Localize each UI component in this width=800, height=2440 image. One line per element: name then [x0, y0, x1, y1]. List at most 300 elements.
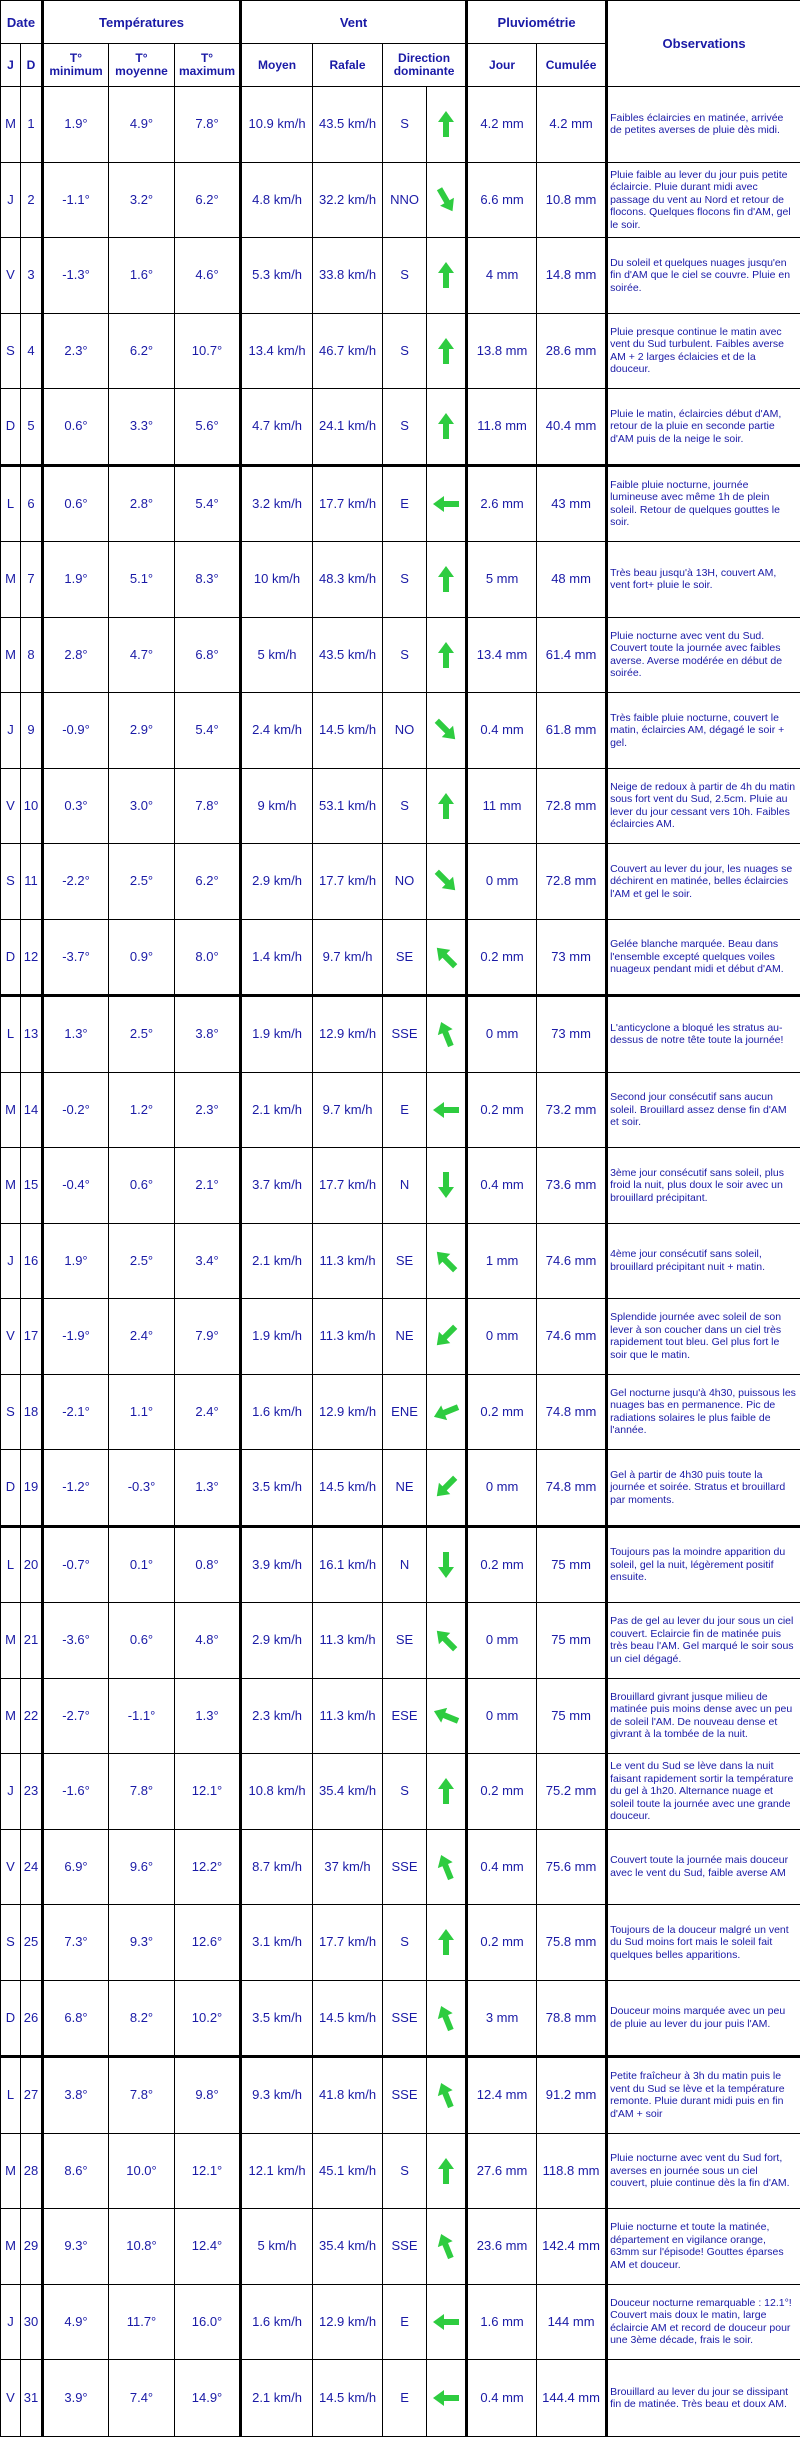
wind-arrow-cell: [427, 1754, 467, 1830]
temp-avg-cell: 8.2°: [109, 1980, 175, 2057]
temp-max-cell: 1.3°: [175, 1450, 241, 1527]
rain-day-cell: 0.4 mm: [467, 1829, 537, 1905]
wind-arrow-icon: [431, 1397, 461, 1427]
day-letter-cell: M: [1, 617, 21, 693]
wind-direction-cell: NNO: [383, 162, 427, 238]
temp-min-cell: -1.2°: [43, 1450, 109, 1527]
table-row: [1, 617, 800, 693]
temp-min-cell: 8.6°: [43, 2133, 109, 2209]
wind-arrow-icon: [431, 715, 461, 745]
wind-direction-cell: S: [383, 542, 427, 618]
rain-cumulative-cell: 28.6 mm: [537, 313, 607, 389]
rain-day-cell: 2.6 mm: [467, 465, 537, 542]
temp-max-cell: 6.2°: [175, 162, 241, 238]
temp-min-cell: 1.9°: [43, 542, 109, 618]
rain-cumulative-cell: 74.6 mm: [537, 1223, 607, 1299]
temp-avg-cell: 7.8°: [109, 2057, 175, 2134]
temp-min-cell: 4.9°: [43, 2284, 109, 2360]
table-row: [1, 2057, 800, 2134]
wind-arrow-icon: [431, 2003, 461, 2033]
wind-gust-cell: 37 km/h: [313, 1829, 383, 1905]
wind-gust-cell: 17.7 km/h: [313, 465, 383, 542]
rain-cumulative-cell: 10.8 mm: [537, 162, 607, 238]
wind-direction-cell: NE: [383, 1299, 427, 1375]
day-letter-cell: S: [1, 1374, 21, 1450]
header-t-moy-symbol: T°: [135, 51, 148, 65]
rain-cumulative-cell: 40.4 mm: [537, 389, 607, 466]
rain-cumulative-cell: 73.6 mm: [537, 1148, 607, 1224]
wind-gust-cell: 45.1 km/h: [313, 2133, 383, 2209]
table-row: [1, 2360, 800, 2437]
rain-day-cell: 27.6 mm: [467, 2133, 537, 2209]
temp-avg-cell: 3.3°: [109, 389, 175, 466]
rain-day-cell: 0 mm: [467, 996, 537, 1073]
header-pluviometrie: Pluviométrie: [467, 1, 607, 44]
table-row: [1, 844, 800, 920]
observation-cell: Splendide journée avec soleil de son lever à son coucher dans un ciel très rapidement tout bleu. Gel plus fort le soir que le matin.: [607, 1299, 800, 1375]
wind-arrow-cell: [427, 2284, 467, 2360]
temp-min-cell: -1.9°: [43, 1299, 109, 1375]
rain-day-cell: 0.2 mm: [467, 1905, 537, 1981]
header-t-min-symbol: T°: [69, 51, 83, 65]
temp-avg-cell: 2.8°: [109, 465, 175, 542]
temp-max-cell: 12.1°: [175, 1754, 241, 1830]
wind-direction-cell: N: [383, 1526, 427, 1603]
wind-gust-cell: 16.1 km/h: [313, 1526, 383, 1603]
observation-cell: Du soleil et quelques nuages jusqu'en fin d'AM que le ciel se couvre. Pluie en soirée.: [607, 238, 800, 314]
table-row: [1, 1223, 800, 1299]
observation-cell: 4ème jour consécutif sans soleil, brouillard précipitant nuit + matin.: [607, 1223, 800, 1299]
wind-gust-cell: 32.2 km/h: [313, 162, 383, 238]
wind-arrow-cell: [427, 2057, 467, 2134]
wind-direction-cell: SE: [383, 1603, 427, 1679]
wind-arrow-cell: [427, 2133, 467, 2209]
rain-cumulative-cell: 4.2 mm: [537, 87, 607, 163]
wind-arrow-icon: [431, 2156, 461, 2186]
wind-arrow-cell: [427, 844, 467, 920]
rain-day-cell: 1 mm: [467, 1223, 537, 1299]
day-letter-cell: S: [1, 1905, 21, 1981]
rain-day-cell: 0.4 mm: [467, 2360, 537, 2437]
day-number-cell: 13: [21, 996, 43, 1073]
day-number-cell: 12: [21, 919, 43, 996]
day-letter-cell: M: [1, 87, 21, 163]
observation-cell: Gel à partir de 4h30 puis toute la journée et soirée. Stratus et brouillard par moments.: [607, 1450, 800, 1527]
rain-cumulative-cell: 75 mm: [537, 1603, 607, 1679]
temp-max-cell: 5.6°: [175, 389, 241, 466]
wind-arrow-icon: [431, 1701, 461, 1731]
observation-cell: Gelée blanche marquée. Beau dans l'ensemble excepté quelques voiles nuageux pendant midi et début d'AM.: [607, 919, 800, 996]
wind-arrow-cell: [427, 1905, 467, 1981]
wind-gust-cell: 35.4 km/h: [313, 2209, 383, 2285]
temp-max-cell: 16.0°: [175, 2284, 241, 2360]
temp-max-cell: 12.4°: [175, 2209, 241, 2285]
wind-arrow-cell: [427, 617, 467, 693]
rain-cumulative-cell: 75.6 mm: [537, 1829, 607, 1905]
table-row: [1, 1148, 800, 1224]
temp-max-cell: 7.8°: [175, 87, 241, 163]
day-letter-cell: V: [1, 2360, 21, 2437]
wind-avg-cell: 3.5 km/h: [241, 1450, 313, 1527]
day-number-cell: 25: [21, 1905, 43, 1981]
observation-cell: Pas de gel au lever du jour sous un ciel couvert. Eclaircie fin de matinée puis très beau l'AM. Gel marqué le soir sous un ciel dégagé.: [607, 1603, 800, 1679]
rain-day-cell: 0 mm: [467, 1299, 537, 1375]
day-letter-cell: J: [1, 2284, 21, 2360]
day-letter-cell: L: [1, 465, 21, 542]
temp-avg-cell: 9.6°: [109, 1829, 175, 1905]
temp-min-cell: -1.3°: [43, 238, 109, 314]
wind-avg-cell: 5 km/h: [241, 2209, 313, 2285]
rain-cumulative-cell: 75.2 mm: [537, 1754, 607, 1830]
observation-cell: Toujours de la douceur malgré un vent du Sud moins fort mais le soleil fait quelques belles apparitions.: [607, 1905, 800, 1981]
rain-day-cell: 13.4 mm: [467, 617, 537, 693]
temp-min-cell: -0.9°: [43, 693, 109, 769]
wind-direction-cell: N: [383, 1148, 427, 1224]
day-number-cell: 27: [21, 2057, 43, 2134]
wind-arrow-icon: [431, 260, 461, 290]
day-number-cell: 4: [21, 313, 43, 389]
temp-min-cell: 1.9°: [43, 87, 109, 163]
day-letter-cell: D: [1, 1980, 21, 2057]
rain-day-cell: 3 mm: [467, 1980, 537, 2057]
header-t-max: [175, 44, 241, 87]
table-row: [1, 1754, 800, 1830]
wind-arrow-cell: [427, 389, 467, 466]
wind-avg-cell: 2.1 km/h: [241, 2360, 313, 2437]
rain-cumulative-cell: 78.8 mm: [537, 1980, 607, 2057]
wind-avg-cell: 10.9 km/h: [241, 87, 313, 163]
day-number-cell: 7: [21, 542, 43, 618]
wind-direction-cell: S: [383, 238, 427, 314]
observation-cell: Très faible pluie nocturne, couvert le matin, éclaircies AM, dégagé le soir + gel.: [607, 693, 800, 769]
wind-avg-cell: 9 km/h: [241, 768, 313, 844]
wind-avg-cell: 8.7 km/h: [241, 1829, 313, 1905]
day-letter-cell: L: [1, 1526, 21, 1603]
wind-gust-cell: 46.7 km/h: [313, 313, 383, 389]
wind-arrow-icon: [431, 564, 461, 594]
rain-cumulative-cell: 118.8 mm: [537, 2133, 607, 2209]
wind-gust-cell: 35.4 km/h: [313, 1754, 383, 1830]
observation-cell: Pluie nocturne avec vent du Sud. Couvert toute la journée avec faibles averse. Averse modérée en début de soirée.: [607, 617, 800, 693]
day-letter-cell: S: [1, 313, 21, 389]
temp-min-cell: -2.2°: [43, 844, 109, 920]
day-number-cell: 24: [21, 1829, 43, 1905]
rain-day-cell: 0 mm: [467, 1450, 537, 1527]
rain-cumulative-cell: 74.8 mm: [537, 1450, 607, 1527]
wind-direction-cell: SSE: [383, 2057, 427, 2134]
day-number-cell: 28: [21, 2133, 43, 2209]
temp-min-cell: 9.3°: [43, 2209, 109, 2285]
wind-arrow-cell: [427, 1223, 467, 1299]
day-number-cell: 9: [21, 693, 43, 769]
wind-arrow-icon: [431, 1170, 461, 1200]
rain-cumulative-cell: 74.6 mm: [537, 1299, 607, 1375]
table-row: [1, 1526, 800, 1603]
table-row: [1, 1603, 800, 1679]
temp-avg-cell: 11.7°: [109, 2284, 175, 2360]
table-row: [1, 1374, 800, 1450]
wind-gust-cell: 33.8 km/h: [313, 238, 383, 314]
wind-arrow-cell: [427, 1072, 467, 1148]
day-letter-cell: J: [1, 162, 21, 238]
wind-avg-cell: 3.1 km/h: [241, 1905, 313, 1981]
day-number-cell: 26: [21, 1980, 43, 2057]
header-vent-moyen: Moyen: [241, 44, 313, 87]
temp-avg-cell: 4.9°: [109, 87, 175, 163]
wind-gust-cell: 14.5 km/h: [313, 2360, 383, 2437]
table-row: [1, 1072, 800, 1148]
wind-arrow-icon: [431, 2307, 461, 2337]
temp-max-cell: 4.8°: [175, 1603, 241, 1679]
rain-cumulative-cell: 74.8 mm: [537, 1374, 607, 1450]
day-number-cell: 10: [21, 768, 43, 844]
wind-gust-cell: 17.7 km/h: [313, 1148, 383, 1224]
day-number-cell: 3: [21, 238, 43, 314]
wind-arrow-icon: [431, 640, 461, 670]
temp-max-cell: 3.4°: [175, 1223, 241, 1299]
temp-avg-cell: 3.0°: [109, 768, 175, 844]
wind-avg-cell: 13.4 km/h: [241, 313, 313, 389]
day-number-cell: 23: [21, 1754, 43, 1830]
day-number-cell: 30: [21, 2284, 43, 2360]
wind-arrow-cell: [427, 1526, 467, 1603]
day-number-cell: 19: [21, 1450, 43, 1527]
observation-cell: Pluie faible au lever du jour puis petite éclaircie. Pluie durant midi avec passage du vent au Nord et retour de flocons. Quelques flocons fin d'AM, gel le soir.: [607, 162, 800, 238]
wind-arrow-cell: [427, 2360, 467, 2437]
wind-gust-cell: 43.5 km/h: [313, 87, 383, 163]
day-letter-cell: J: [1, 1754, 21, 1830]
temp-min-cell: 1.9°: [43, 1223, 109, 1299]
wind-arrow-icon: [431, 2080, 461, 2110]
temp-avg-cell: 7.4°: [109, 2360, 175, 2437]
header-direction-label-1: Direction: [398, 51, 451, 65]
header-observations: Observations: [607, 1, 800, 87]
temp-min-cell: -0.2°: [43, 1072, 109, 1148]
rain-cumulative-cell: 142.4 mm: [537, 2209, 607, 2285]
observation-cell: Faibles éclaircies en matinée, arrivée de petites averses de pluie dès midi.: [607, 87, 800, 163]
day-number-cell: 29: [21, 2209, 43, 2285]
temp-avg-cell: 0.6°: [109, 1148, 175, 1224]
wind-avg-cell: 2.4 km/h: [241, 693, 313, 769]
rain-cumulative-cell: 91.2 mm: [537, 2057, 607, 2134]
temp-min-cell: 6.9°: [43, 1829, 109, 1905]
rain-day-cell: 0 mm: [467, 844, 537, 920]
rain-day-cell: 0.4 mm: [467, 693, 537, 769]
table-row: [1, 1678, 800, 1754]
wind-arrow-icon: [431, 1927, 461, 1957]
wind-arrow-cell: [427, 238, 467, 314]
table-row: [1, 313, 800, 389]
wind-avg-cell: 1.6 km/h: [241, 2284, 313, 2360]
wind-avg-cell: 3.5 km/h: [241, 1980, 313, 2057]
table-row: [1, 2284, 800, 2360]
table-row: [1, 542, 800, 618]
observation-cell: Brouillard au lever du jour se dissipant fin de matinée. Très beau et doux AM.: [607, 2360, 800, 2437]
temp-min-cell: 6.8°: [43, 1980, 109, 2057]
wind-avg-cell: 9.3 km/h: [241, 2057, 313, 2134]
temp-min-cell: 7.3°: [43, 1905, 109, 1981]
wind-arrow-icon: [431, 1472, 461, 1502]
header-vent: Vent: [241, 1, 467, 44]
rain-cumulative-cell: 61.8 mm: [537, 693, 607, 769]
wind-gust-cell: 9.7 km/h: [313, 919, 383, 996]
rain-day-cell: 0.2 mm: [467, 919, 537, 996]
day-letter-cell: M: [1, 2209, 21, 2285]
wind-gust-cell: 24.1 km/h: [313, 389, 383, 466]
observation-cell: Pluie nocturne et toute la matinée, département en vigilance orange, 63mm sur l'épisode! Gouttes éparses AM et douceur.: [607, 2209, 800, 2285]
wind-arrow-icon: [431, 942, 461, 972]
header-t-min: [43, 44, 109, 87]
wind-gust-cell: 48.3 km/h: [313, 542, 383, 618]
temp-max-cell: 12.1°: [175, 2133, 241, 2209]
temp-max-cell: 3.8°: [175, 996, 241, 1073]
observation-cell: Couvert au lever du jour, les nuages se déchirent en matinée, belles éclaircies l'AM et gel le soir.: [607, 844, 800, 920]
wind-arrow-icon: [431, 866, 461, 896]
rain-day-cell: 0.2 mm: [467, 1072, 537, 1148]
rain-day-cell: 1.6 mm: [467, 2284, 537, 2360]
wind-arrow-cell: [427, 996, 467, 1073]
temp-avg-cell: 2.5°: [109, 844, 175, 920]
wind-gust-cell: 17.7 km/h: [313, 1905, 383, 1981]
temp-avg-cell: 4.7°: [109, 617, 175, 693]
rain-day-cell: 0 mm: [467, 1678, 537, 1754]
wind-arrow-cell: [427, 542, 467, 618]
wind-arrow-icon: [431, 791, 461, 821]
wind-gust-cell: 9.7 km/h: [313, 1072, 383, 1148]
wind-direction-cell: S: [383, 1754, 427, 1830]
table-row: [1, 1299, 800, 1375]
wind-direction-cell: SE: [383, 1223, 427, 1299]
observation-cell: Douceur moins marquée avec un peu de pluie au lever du jour puis l'AM.: [607, 1980, 800, 2057]
wind-avg-cell: 2.9 km/h: [241, 844, 313, 920]
table-row: [1, 996, 800, 1073]
rain-cumulative-cell: 144.4 mm: [537, 2360, 607, 2437]
wind-avg-cell: 12.1 km/h: [241, 2133, 313, 2209]
observation-cell: Douceur nocturne remarquable : 12.1°! Couvert mais doux le matin, large éclaircie AM et record de douceur pour une 3ème décade, frais le soir.: [607, 2284, 800, 2360]
wind-arrow-cell: [427, 1980, 467, 2057]
wind-avg-cell: 3.2 km/h: [241, 465, 313, 542]
day-letter-cell: D: [1, 919, 21, 996]
day-number-cell: 8: [21, 617, 43, 693]
wind-arrow-icon: [431, 489, 461, 519]
temp-avg-cell: 1.2°: [109, 1072, 175, 1148]
wind-arrow-cell: [427, 465, 467, 542]
temp-avg-cell: 9.3°: [109, 1905, 175, 1981]
wind-direction-cell: S: [383, 617, 427, 693]
rain-day-cell: 4 mm: [467, 238, 537, 314]
day-letter-cell: M: [1, 1603, 21, 1679]
wind-avg-cell: 2.9 km/h: [241, 1603, 313, 1679]
wind-arrow-icon: [431, 1776, 461, 1806]
temp-min-cell: -1.1°: [43, 162, 109, 238]
temp-avg-cell: 1.1°: [109, 1374, 175, 1450]
header-date: Date: [1, 1, 43, 44]
wind-arrow-icon: [431, 1852, 461, 1882]
temp-max-cell: 1.3°: [175, 1678, 241, 1754]
day-letter-cell: M: [1, 2133, 21, 2209]
table-row: [1, 1829, 800, 1905]
wind-gust-cell: 12.9 km/h: [313, 1374, 383, 1450]
day-letter-cell: V: [1, 1299, 21, 1375]
wind-direction-cell: NO: [383, 844, 427, 920]
temp-avg-cell: 0.1°: [109, 1526, 175, 1603]
temp-min-cell: 3.9°: [43, 2360, 109, 2437]
wind-direction-cell: S: [383, 313, 427, 389]
table-row: [1, 1980, 800, 2057]
wind-gust-cell: 53.1 km/h: [313, 768, 383, 844]
observation-cell: Couvert toute la journée mais douceur avec le vent du Sud, faible averse AM: [607, 1829, 800, 1905]
rain-day-cell: 6.6 mm: [467, 162, 537, 238]
rain-day-cell: 23.6 mm: [467, 2209, 537, 2285]
wind-direction-cell: SSE: [383, 1829, 427, 1905]
temp-min-cell: -2.1°: [43, 1374, 109, 1450]
wind-arrow-icon: [431, 1095, 461, 1125]
temp-max-cell: 10.2°: [175, 1980, 241, 2057]
wind-direction-cell: ENE: [383, 1374, 427, 1450]
temp-min-cell: -1.6°: [43, 1754, 109, 1830]
wind-arrow-cell: [427, 693, 467, 769]
wind-avg-cell: 4.7 km/h: [241, 389, 313, 466]
day-letter-cell: J: [1, 1223, 21, 1299]
temp-max-cell: 4.6°: [175, 238, 241, 314]
temp-avg-cell: 3.2°: [109, 162, 175, 238]
day-number-cell: 16: [21, 1223, 43, 1299]
rain-cumulative-cell: 72.8 mm: [537, 844, 607, 920]
observation-cell: Toujours pas la moindre apparition du soleil, gel la nuit, légèrement positif ensuite.: [607, 1526, 800, 1603]
day-letter-cell: V: [1, 238, 21, 314]
wind-arrow-icon: [431, 1246, 461, 1276]
temp-min-cell: -0.7°: [43, 1526, 109, 1603]
table-body: [1, 87, 800, 2437]
wind-arrow-cell: [427, 87, 467, 163]
wind-avg-cell: 10.8 km/h: [241, 1754, 313, 1830]
temp-avg-cell: 2.9°: [109, 693, 175, 769]
rain-cumulative-cell: 75 mm: [537, 1526, 607, 1603]
day-letter-cell: V: [1, 768, 21, 844]
wind-direction-cell: S: [383, 87, 427, 163]
wind-arrow-cell: [427, 1603, 467, 1679]
temp-max-cell: 12.2°: [175, 1829, 241, 1905]
temp-avg-cell: 10.0°: [109, 2133, 175, 2209]
table-row: [1, 1905, 800, 1981]
day-letter-cell: M: [1, 1678, 21, 1754]
observation-cell: Second jour consécutif sans aucun soleil. Brouillard assez dense fin d'AM et soir.: [607, 1072, 800, 1148]
wind-arrow-cell: [427, 1829, 467, 1905]
day-number-cell: 22: [21, 1678, 43, 1754]
wind-direction-cell: SE: [383, 919, 427, 996]
rain-day-cell: 11.8 mm: [467, 389, 537, 466]
day-number-cell: 15: [21, 1148, 43, 1224]
wind-gust-cell: 14.5 km/h: [313, 693, 383, 769]
temp-avg-cell: -0.3°: [109, 1450, 175, 1527]
temp-avg-cell: 5.1°: [109, 542, 175, 618]
temp-min-cell: 1.3°: [43, 996, 109, 1073]
wind-avg-cell: 4.8 km/h: [241, 162, 313, 238]
temp-avg-cell: 0.9°: [109, 919, 175, 996]
temp-min-cell: -2.7°: [43, 1678, 109, 1754]
day-letter-cell: M: [1, 1072, 21, 1148]
day-letter-cell: M: [1, 1148, 21, 1224]
wind-direction-cell: E: [383, 1072, 427, 1148]
day-number-cell: 5: [21, 389, 43, 466]
observation-cell: Gel nocturne jusqu'à 4h30, puissous les nuages bas en permanence. Pic de radiations solaires le plus faible de l'année.: [607, 1374, 800, 1450]
wind-direction-cell: S: [383, 389, 427, 466]
header-col-j: J: [1, 44, 21, 87]
header-direction-label-2: dominante: [393, 64, 455, 78]
temp-avg-cell: 2.5°: [109, 996, 175, 1073]
temp-max-cell: 7.8°: [175, 768, 241, 844]
temp-avg-cell: 10.8°: [109, 2209, 175, 2285]
